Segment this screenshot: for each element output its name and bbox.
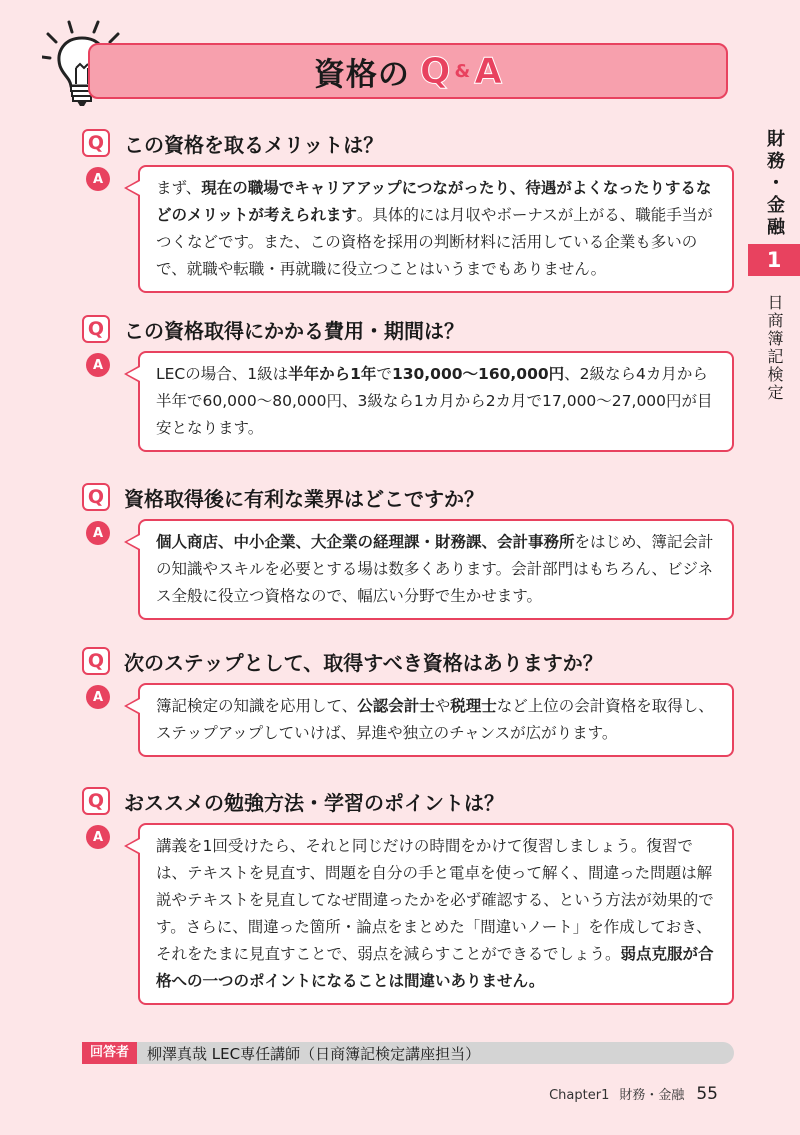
question-text: 次のステップとして、取得すべき資格はありますか？ [124,650,603,675]
qa-item-3 [82,481,734,620]
answer-badge: A [86,521,110,545]
speech-bubble-tail [124,697,140,715]
page-footer [549,1084,718,1104]
respondent-name: 柳澤真哉 LEC専任講師（日商簿記検定講座担当） [147,1044,481,1063]
answer-badge: A [86,353,110,377]
answer-segment: LECの場合、1級は [156,365,289,383]
footer-category: 財務・金融 [619,1088,685,1103]
speech-bubble-tail [124,837,140,855]
qa-item-2 [82,313,734,452]
speech-bubble-tail [124,179,140,197]
qa-item-5 [82,785,734,1005]
answer-box [138,683,734,757]
question-badge: Q [82,129,110,157]
speech-bubble-tail [124,533,140,551]
answer-segment: など上位の会計資格を取得し、ステップアップしていけば、昇進や独立のチャンスが広がります。 [156,697,714,742]
answer-segment: 130,000～160,000円 [391,365,565,383]
respondent-strip [82,1042,734,1064]
answer-segment: 講義を1回受けたら、それと同じだけの時間をかけて復習しましょう。復習では、テキストを見直す、問題を自分の手と電卓を使って解く、間違った問題は解説やテキストを見直してなぜ間違ったかを必ず確認する、という方法が効果的です。さらに、間違った箇所・論点をまとめた「間違いノート」を作成しておき、それをたまに見直すことで、弱点を減らすことができるでしょう。 [156,837,714,963]
answer-segment: まず、 [156,179,202,197]
answer-segment: で [376,365,392,383]
question-text: この資格取得にかかる費用・期間は？ [124,318,464,343]
title-q-letter: Q [419,50,451,92]
title-ampersand: & [454,60,471,82]
answer-segment: や [434,697,451,715]
answer-box [138,823,734,1005]
page-title: 資格の [313,56,410,93]
answer-badge: A [86,685,110,709]
qa-item-4 [82,645,734,757]
question-badge: Q [82,315,110,343]
question-text: この資格を取るメリットは？ [124,132,384,157]
answer-text [156,697,714,742]
answer-box [138,519,734,620]
answer-badge: A [86,825,110,849]
page-title-bar [88,43,728,99]
question-badge: Q [82,647,110,675]
answer-text [156,179,713,278]
answer-segment: 現在の職場でキャリアアップにつながったり、待遇がよくなったりするなどのメリットが考えられます [156,179,712,224]
answer-segment: 簿記検定の知識を応用して、 [156,697,358,715]
side-tab-subject: 日商簿記検定 [765,294,784,402]
answer-segment: 半年から1年 [288,365,377,383]
answer-segment: 弱点克服が合格への一つのポイントになることは間違いありません。 [156,945,714,990]
chapter-side-tab [748,128,800,402]
side-tab-category: 財務・金融 [764,129,785,239]
answer-badge: A [86,167,110,191]
answer-segment: 税理士 [450,697,497,715]
respondent-label: 回答者 [82,1042,137,1064]
answer-segment: 、2級なら4カ月から半年で60,000～80,000円、3級なら1カ月から2カ月で17,000～27,000円が目安となります。 [156,365,713,437]
question-badge: Q [82,483,110,511]
answer-segment: 個人商店、中小企業、大企業の経理課・財務課、会計事務所 [156,533,575,551]
question-text: 資格取得後に有利な業界はどこですか？ [124,486,484,511]
answer-box [138,351,734,452]
answer-box [138,165,734,293]
answer-segment: をはじめ、簿記会計の知識やスキルを必要とする場は数多くあります。会計部門はもちろん、ビジネス全般に役立つ資格なので、幅広い分野で生かせます。 [156,533,714,605]
speech-bubble-tail [124,365,140,383]
answer-segment: 公認会計士 [357,697,435,715]
footer-chapter: Chapter1 [549,1088,610,1103]
answer-segment: 。具体的には月収やボーナスが上がる、職能手当がつくなどです。また、この資格を採用の判断材料に活用している企業も多いので、就職や転職・再就職に役立つことはいうまでもありません。 [156,206,713,278]
question-text: おススメの勉強方法・学習のポイントは？ [124,790,504,815]
qa-item-1 [82,127,734,293]
answer-text [156,365,713,437]
page-number: 55 [696,1084,718,1104]
question-badge: Q [82,787,110,815]
answer-text [156,837,714,990]
answer-text [156,533,713,605]
side-tab-chapter-number: 1 [748,244,800,276]
title-a-letter: A [474,50,503,92]
